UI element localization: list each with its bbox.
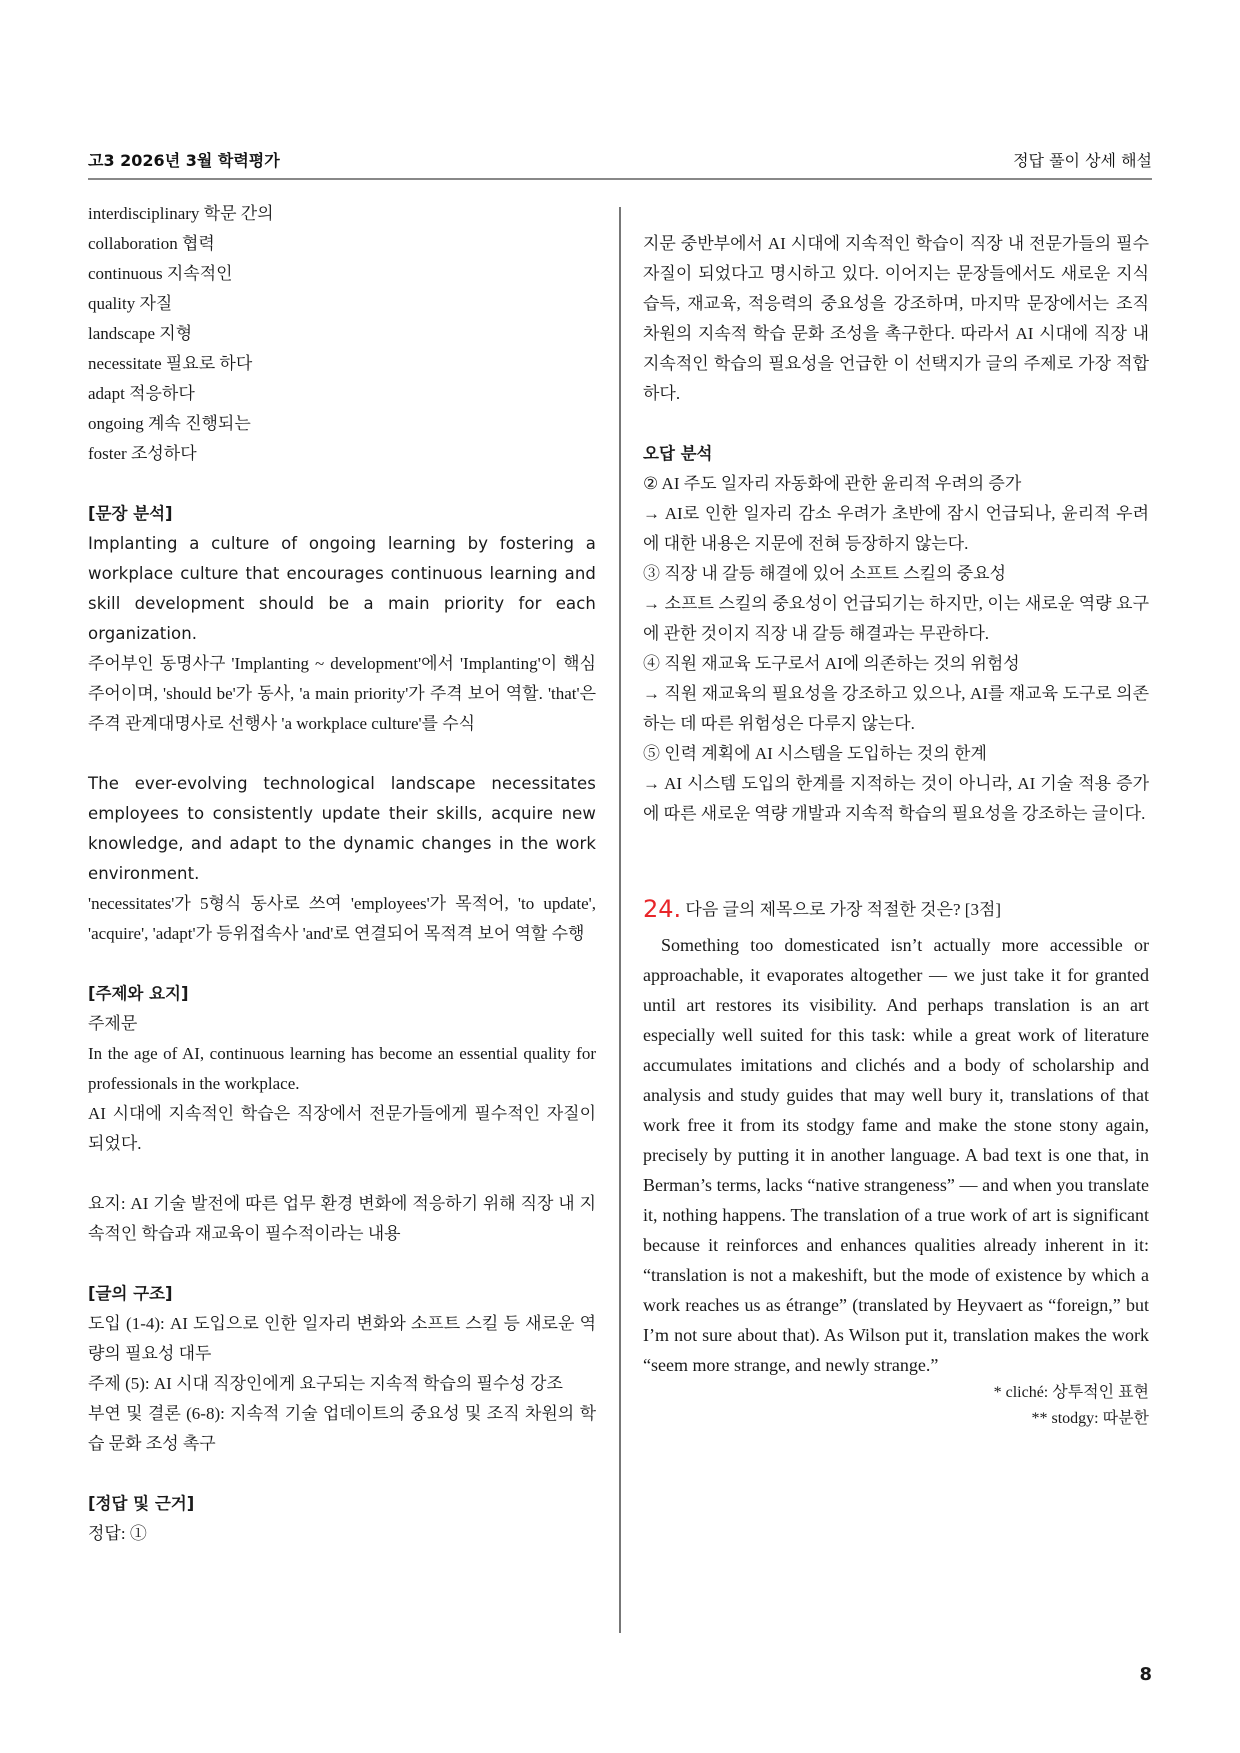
column-divider: [619, 207, 621, 1633]
answer-section: [88, 1489, 596, 1549]
section-heading: [글의 구조]: [88, 1284, 173, 1303]
analysis-sentence: The ever-evolving technological landscape necessitates employees to consistently update their skills, acquire new knowledge, and adapt to the dynamic changes in the work environment.: [88, 774, 596, 883]
vocab-item: landscape 지형: [88, 324, 193, 343]
analysis-explanation: 'necessitates'가 5형식 동사로 쓰여 'employees'가 목적어, 'to update', 'acquire', 'adapt'가 등위접속사 'and'로 연결되어 목적격 보어 역할 수행: [88, 894, 596, 943]
vocab-item: foster 조성하다: [88, 444, 197, 463]
page-header: [88, 140, 1152, 180]
gist: 요지: AI 기술 발전에 따른 업무 환경 변화에 적응하기 위해 직장 내 지속적인 학습과 재교육이 필수적이라는 내용: [88, 1194, 596, 1243]
structure-item: 주제 (5): AI 시대 직장인에게 요구되는 지속적 학습의 필수성 강조: [88, 1374, 563, 1393]
structure-item: 도입 (1-4): AI 도입으로 인한 일자리 변화와 소프트 스킬 등 새로운 역량의 필요성 대두: [88, 1314, 596, 1363]
vocab-item: adapt 적응하다: [88, 384, 195, 403]
question-prompt: 다음 글의 제목으로 가장 적절한 것은? [3점]: [685, 900, 1002, 919]
question-passage: Something too domesticated isn’t actually more accessible or approachable, it evaporates altogether — we just take it for granted until art restores its visibility. And perhaps translation is an art especially well suited for this task: while a great work of literature accumulates imitations and clichés and a body of scholarship and analysis and study guides that may well bury it, translations of that work free it from its stodgy fame and make the stone stony again, precisely by putting it in another language. A bad text is one that, in Berman’s terms, lacks “native strangeness” — and when you translate it, nothing happens. The translation of a true work of art is significant because it reinforces and enhances qualities already inherent in it: “translation is not a makeshift, but the mode of existence by which a work reaches us as étrange” (translated by Heyvaert as “foreign,” but I’m not sure about that). As Wilson put it, translation makes the work “seem more strange, and newly strange.”: [643, 935, 1149, 1375]
wrong-reason: → 소프트 스킬의 중요성이 언급되기는 하지만, 이는 새로운 역량 요구에 관한 것이지 직장 내 갈등 해결과는 무관하다.: [643, 594, 1149, 643]
footnote: * cliché: 상투적인 표현: [993, 1384, 1149, 1401]
wrong-option: ④ 직원 재교육 도구로서 AI에 의존하는 것의 위험성: [643, 654, 1020, 673]
vocab-item: ongoing 계속 진행되는: [88, 414, 251, 433]
theme-label: 주제문: [88, 1014, 138, 1033]
section-heading: [정답 및 근거]: [88, 1494, 195, 1513]
section-heading: [주제와 요지]: [88, 984, 189, 1003]
analysis-sentence: Implanting a culture of ongoing learning by fostering a workplace culture that encourages continuous learning and skill development should be a main priority for each organization.: [88, 534, 596, 643]
wrong-option: ③ 직장 내 갈등 해결에 있어 소프트 스킬의 중요성: [643, 564, 1007, 583]
wrong-reason: → 직원 재교육의 필요성을 강조하고 있으나, AI를 재교육 도구로 의존하는 데 따른 위험성은 다루지 않는다.: [643, 684, 1149, 733]
section-heading: [문장 분석]: [88, 504, 173, 523]
wrong-option: ② AI 주도 일자리 자동화에 관한 윤리적 우려의 증가: [643, 474, 1022, 493]
section-title: 정답 풀이 상세 해설: [1013, 151, 1152, 170]
question-header: [643, 889, 1149, 930]
structure-section: [88, 1279, 596, 1459]
question-number: 24.: [643, 895, 682, 923]
analysis-explanation: 주어부인 동명사구 'Implanting ~ development'에서 'Implanting'이 핵심 주어이며, 'should be'가 동사, 'a main priority'가 주격 보어 역할. 'that'은 주격 관계대명사로 선행사 'a workplace culture'를 수식: [88, 654, 596, 733]
vocab-item: collaboration 협력: [88, 234, 215, 253]
question-24: [643, 889, 1149, 1432]
wrong-reason: → AI 시스템 도입의 한계를 지적하는 것이 아니라, AI 기술 적용 증가에 따른 새로운 역량 개발과 지속적 학습의 필요성을 강조하는 글이다.: [643, 774, 1149, 823]
vocab-item: interdisciplinary 학문 간의: [88, 204, 274, 223]
section-heading: 오답 분석: [643, 444, 713, 463]
vocab-item: quality 자질: [88, 294, 173, 313]
answer-rationale: 지문 중반부에서 AI 시대에 지속적인 학습이 직장 내 전문가들의 필수 자질이 되었다고 명시하고 있다. 이어지는 문장들에서도 새로운 지식 습득, 재교육, 적응력의 중요성을 강조하며, 마지막 문장에서는 조직 차원의 지속적 학습 문화 조성을 촉구한다. 따라서 AI 시대에 직장 내 지속적인 학습의 필요성을 언급한 이 선택지가 글의 주제로 가장 적합하다.: [643, 234, 1149, 403]
right-column: [643, 199, 1149, 1432]
vocab-item: continuous 지속적인: [88, 264, 233, 283]
vocabulary-list: [88, 199, 596, 469]
wrong-answers-section: [643, 439, 1149, 829]
left-column: [88, 199, 596, 1549]
wrong-option: ⑤ 인력 계획에 AI 시스템을 도입하는 것의 한계: [643, 744, 987, 763]
answer-line: 정답: ①: [88, 1524, 147, 1543]
theme-english: In the age of AI, continuous learning has become an essential quality for professionals in the workplace.: [88, 1044, 596, 1093]
wrong-reason: → AI로 인한 일자리 감소 우려가 초반에 잠시 언급되나, 윤리적 우려에 대한 내용은 지문에 전혀 등장하지 않는다.: [643, 504, 1149, 553]
header-divider: [88, 178, 1152, 180]
theme-gist-section: [88, 979, 596, 1249]
footnote: ** stodgy: 따분한: [1031, 1410, 1149, 1427]
page-number: 8: [1139, 1664, 1152, 1685]
theme-korean: AI 시대에 지속적인 학습은 직장에서 전문가들에게 필수적인 자질이 되었다.: [88, 1104, 596, 1153]
vocab-item: necessitate 필요로 하다: [88, 354, 253, 373]
structure-item: 부연 및 결론 (6-8): 지속적 기술 업데이트의 중요성 및 조직 차원의 학습 문화 조성 촉구: [88, 1404, 596, 1453]
exam-title: 고3 2026년 3월 학력평가: [88, 151, 280, 170]
sentence-analysis-section: [88, 499, 596, 949]
